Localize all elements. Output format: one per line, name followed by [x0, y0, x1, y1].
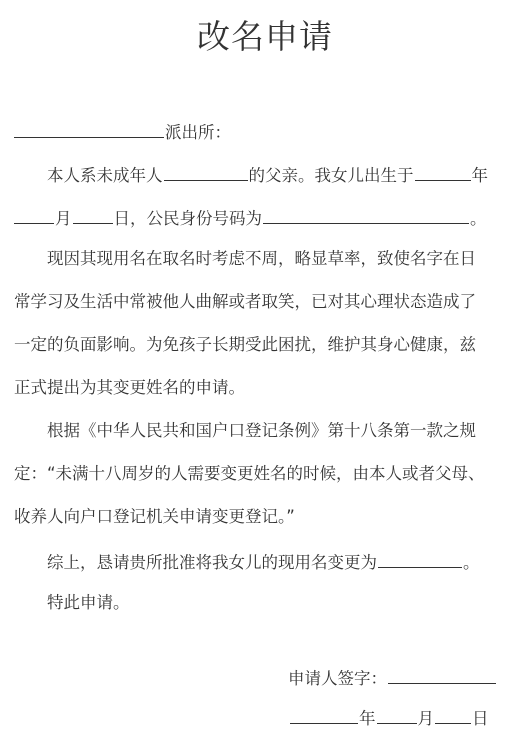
birth-month-blank[interactable] — [14, 205, 54, 224]
signature-line — [288, 665, 518, 690]
sign-month-label: 月 — [417, 709, 434, 728]
birth-day-blank[interactable] — [73, 205, 113, 224]
p1-year: 年 — [471, 166, 488, 185]
paragraph4-line — [14, 549, 530, 574]
p4-end: 。 — [463, 553, 480, 572]
signature-blank[interactable] — [388, 665, 496, 684]
paragraph3-line1: 根据《中华人民共和国户口登记条例》第十八条第一款之规 — [47, 421, 476, 440]
sign-day-label: 日 — [472, 709, 489, 728]
p1-end: 。 — [470, 209, 487, 228]
minor-name-blank[interactable] — [164, 162, 248, 181]
p1-day: 日，公民身份号码为 — [113, 209, 262, 228]
p1-part1: 本人系未成年人 — [47, 166, 163, 185]
sign-year-blank[interactable] — [290, 705, 358, 724]
addressee-line — [14, 119, 514, 144]
paragraph1-line2 — [14, 205, 514, 230]
sign-day-blank[interactable] — [435, 705, 471, 724]
paragraph2-line3: 一定的负面影响。为免孩子长期受此困扰，维护其身心健康，兹 — [14, 335, 476, 354]
addressee-suffix: 派出所： — [165, 123, 231, 142]
signature-date-line — [290, 705, 520, 730]
birth-year-blank[interactable] — [415, 162, 471, 181]
paragraph2-line4: 正式提出为其变更姓名的申请。 — [14, 378, 245, 397]
sign-month-blank[interactable] — [377, 705, 417, 724]
p4-text: 综上，恳请贵所批准将我女儿的现用名变更为 — [47, 553, 377, 572]
signature-label: 申请人签字： — [288, 669, 387, 688]
paragraph3-line2: 定：“未满十八周岁的人需要变更姓名的时候，由本人或者父母、 — [14, 464, 485, 483]
id-number-blank[interactable] — [263, 205, 469, 224]
paragraph3-line3: 收养人向户口登记机关申请变更登记。” — [14, 507, 295, 526]
p1-month: 月 — [55, 209, 72, 228]
closing-line: 特此申请。 — [47, 593, 130, 612]
sign-year-label: 年 — [359, 709, 376, 728]
paragraph1-line1 — [14, 162, 530, 187]
police-station-blank[interactable] — [14, 119, 164, 138]
paragraph2-line2: 常学习及生活中常被他人曲解或者取笑，已对其心理状态造成了 — [14, 292, 476, 311]
document-title: 改名申请 — [197, 17, 333, 56]
p1-part2: 的父亲。我女儿出生于 — [248, 166, 414, 185]
paragraph2-line1: 现因其现用名在取名时考虑不周，略显草率，致使名字在日 — [47, 249, 476, 268]
new-name-blank[interactable] — [378, 549, 462, 568]
